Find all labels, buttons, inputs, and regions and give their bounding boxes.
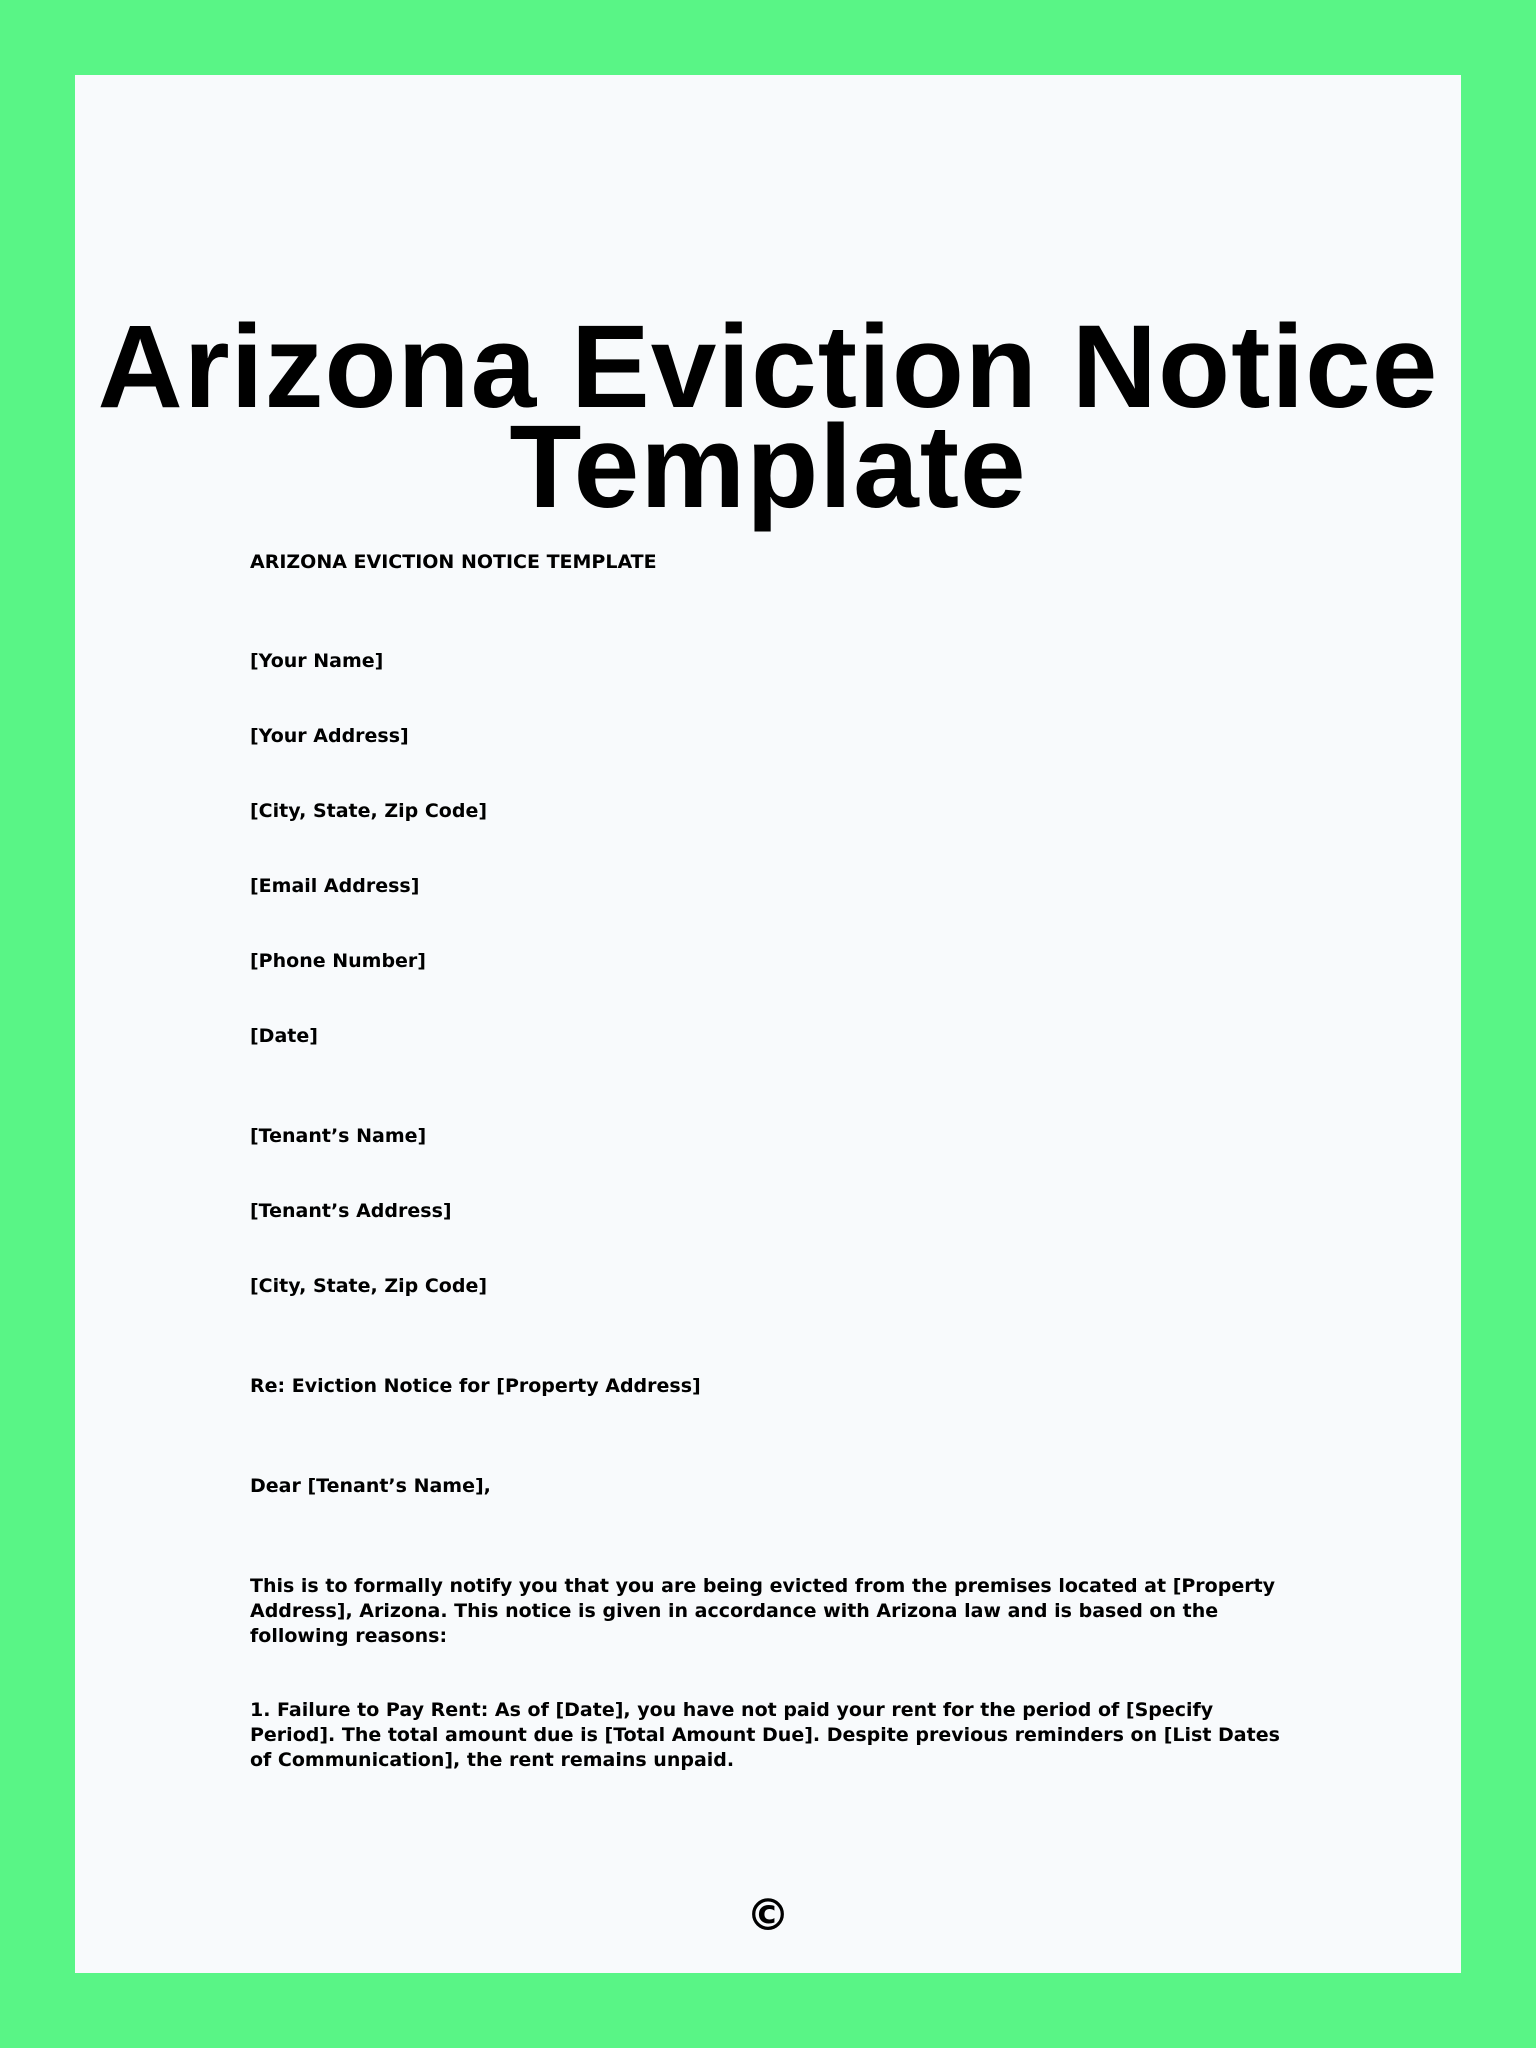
sender-phone: [Phone Number] — [250, 950, 426, 972]
intro-paragraph: This is to formally notify you that you are being evicted from the premises located at [Property Address], Arizona. This notice is given in accordance with Arizona law and is based on the following reasons: — [250, 1575, 1276, 1647]
title-line-1: Arizona Eviction Notice — [97, 301, 1439, 433]
notice-heading: ARIZONA EVICTION NOTICE TEMPLATE — [250, 551, 657, 573]
sender-email: [Email Address] — [250, 875, 420, 897]
title-line-2: Template — [509, 401, 1027, 533]
reason-1-paragraph: 1. Failure to Pay Rent: As of [Date], you have not paid your rent for the period of [Specify Period]. The total amount due is [Total Amount Due]. Despite previous reminders on [List Dates of Communication], the rent remains unpaid. — [250, 1699, 1280, 1771]
tenant-address: [Tenant’s Address] — [250, 1200, 452, 1222]
sender-name: [Your Name] — [250, 650, 384, 672]
sender-city-state-zip: [City, State, Zip Code] — [250, 800, 488, 822]
tenant-name: [Tenant’s Name] — [250, 1125, 427, 1147]
sender-address: [Your Address] — [250, 725, 409, 747]
letter-date: [Date] — [250, 1025, 318, 1047]
salutation: Dear [Tenant’s Name], — [250, 1475, 491, 1497]
page-title — [75, 301, 1461, 533]
subject-line: Re: Eviction Notice for [Property Address] — [250, 1375, 701, 1397]
tenant-city-state-zip: [City, State, Zip Code] — [250, 1275, 488, 1297]
document-page — [75, 75, 1461, 1973]
copyright-icon: © — [746, 1890, 790, 1941]
